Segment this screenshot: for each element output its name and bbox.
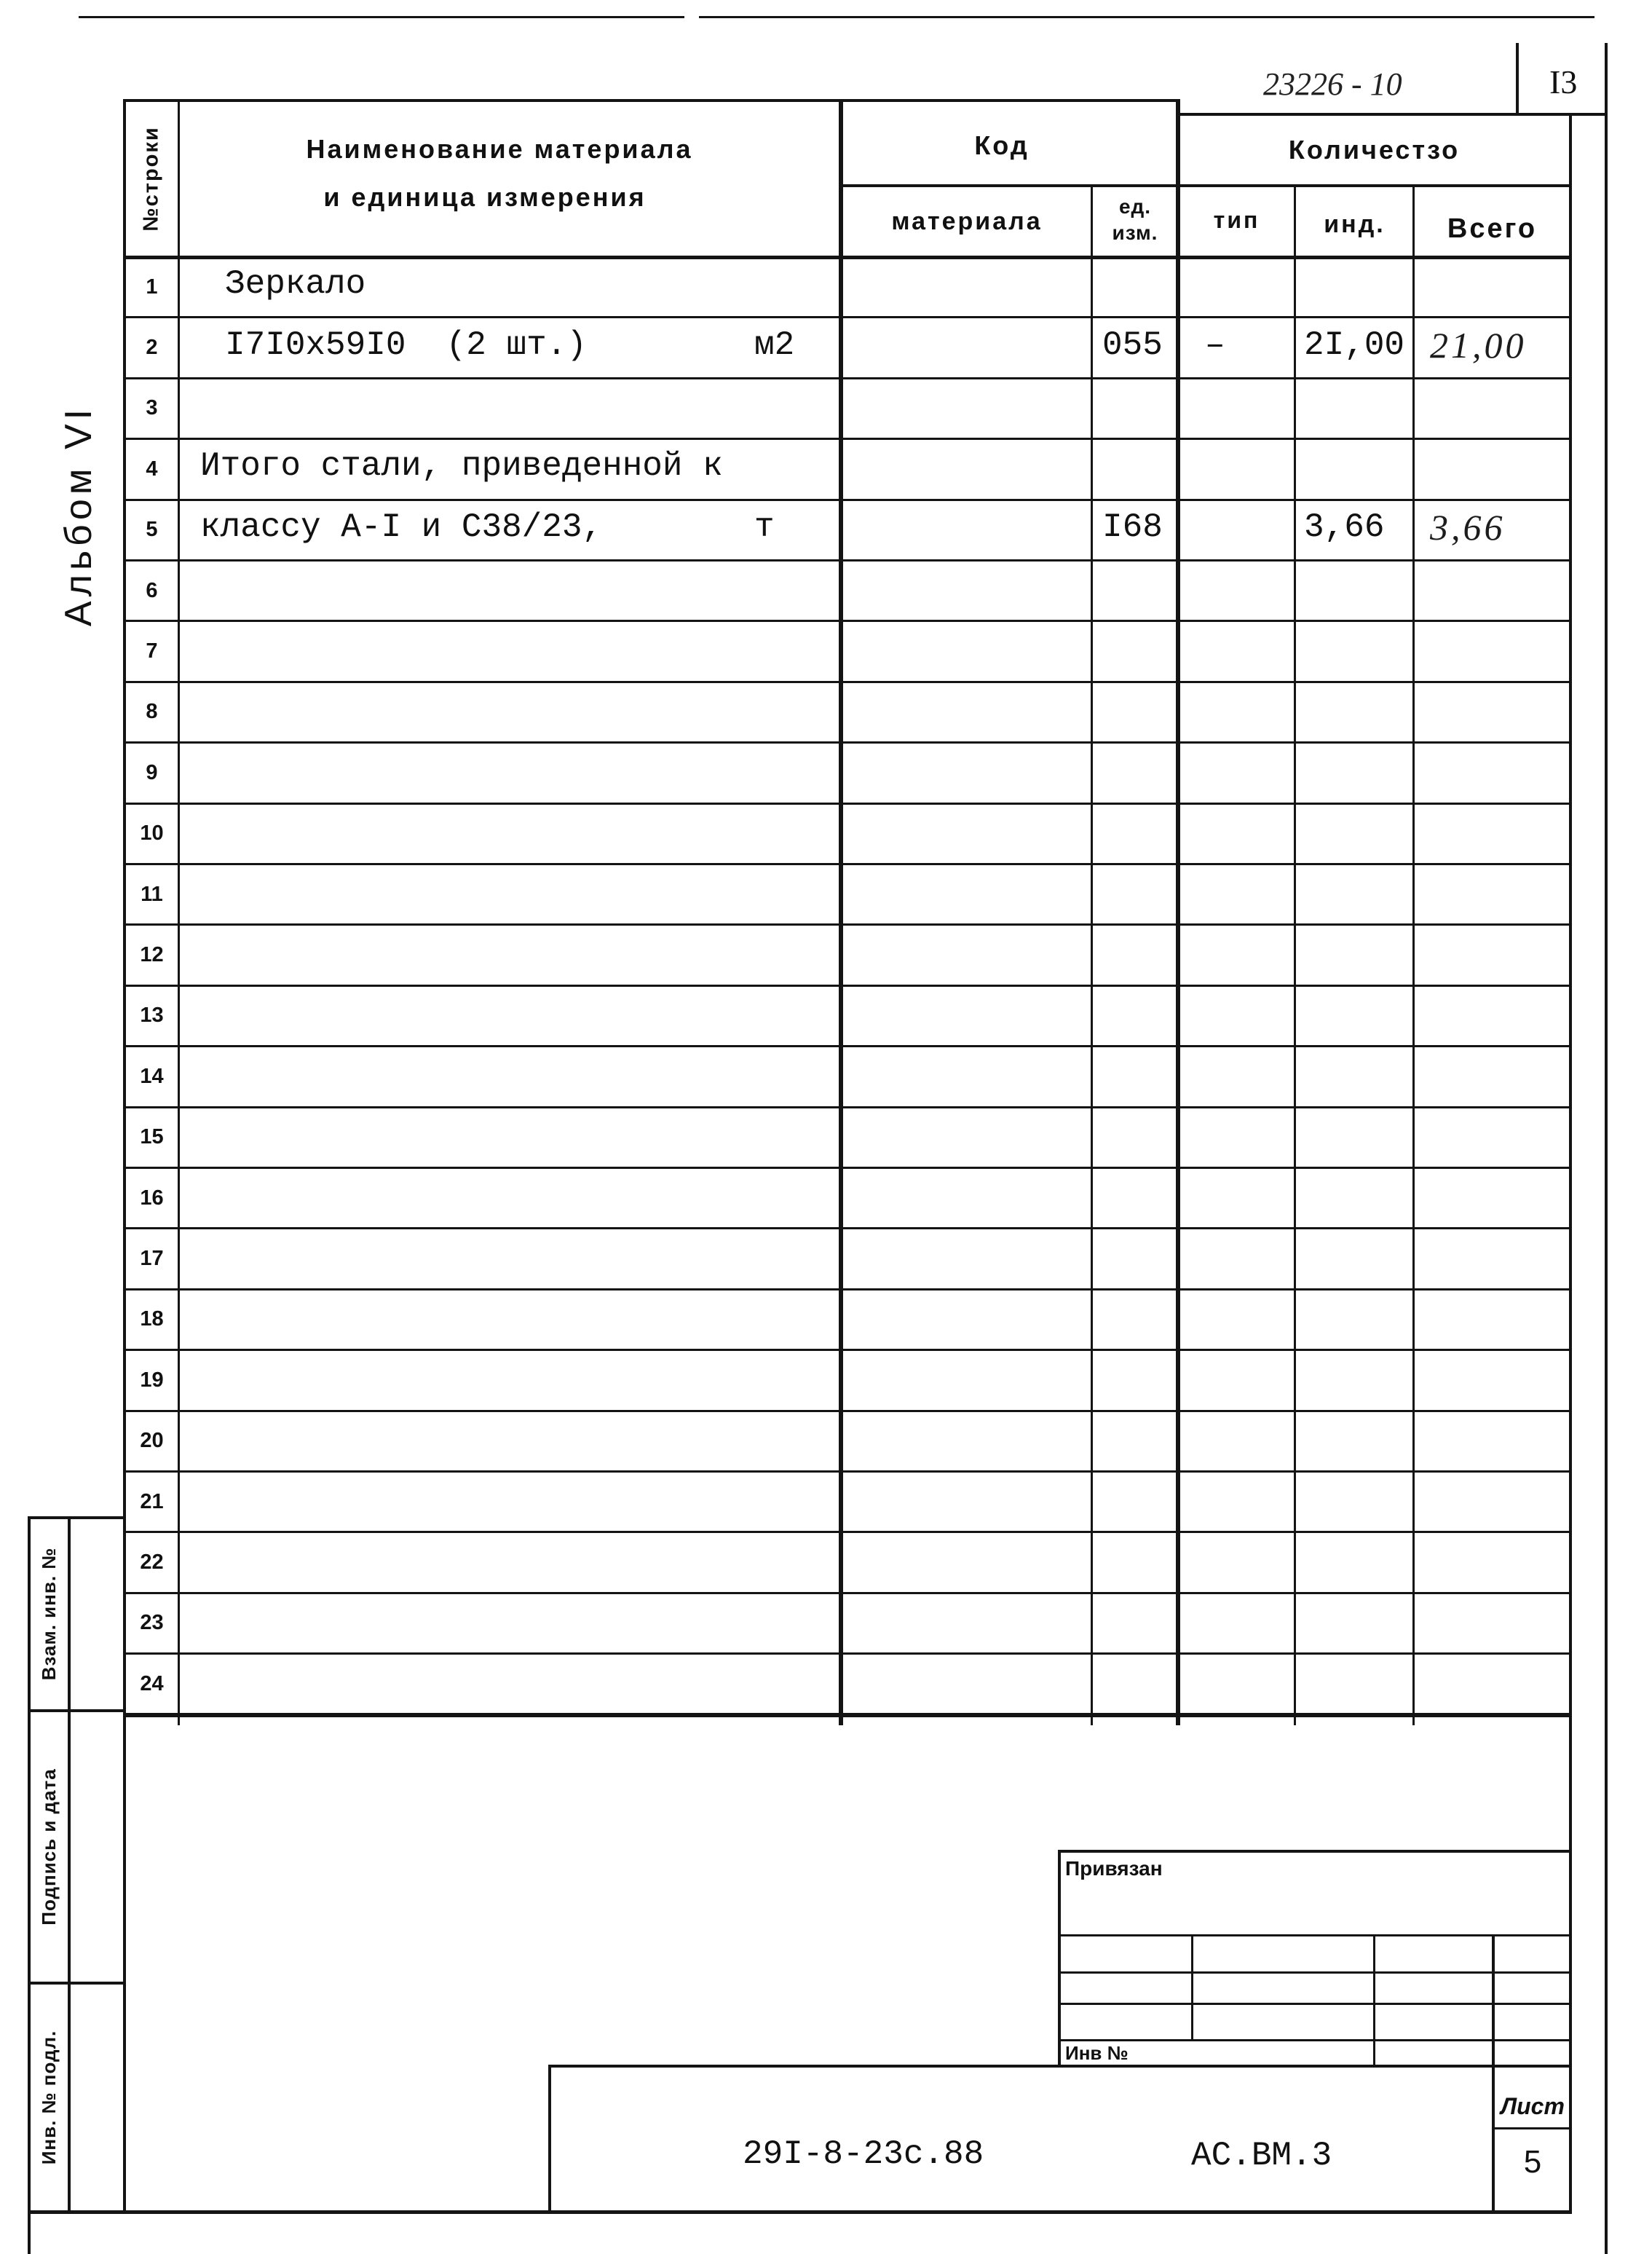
- row-number: 17: [140, 1247, 164, 1271]
- title-block-vline: [1373, 1934, 1375, 2066]
- header-mid-line: [840, 184, 1572, 187]
- table-row: [125, 1594, 1570, 1655]
- code-unit-header-line2: изм.: [1112, 221, 1158, 244]
- title-block-line: [1058, 1971, 1572, 1974]
- table-top-line: [123, 99, 1179, 102]
- quantity-type: –: [1205, 326, 1225, 364]
- table-row: [125, 379, 1570, 440]
- table-row: [125, 926, 1570, 986]
- table-row: [125, 1412, 1570, 1473]
- signature-date-label: Подпись и дата: [38, 1768, 60, 1926]
- table-row: [125, 1229, 1570, 1290]
- row-number: 21: [140, 1489, 164, 1513]
- title-block-line: [1058, 2039, 1572, 2041]
- title-block-line: [1492, 2127, 1572, 2129]
- unit-of-measure: м2: [754, 326, 795, 364]
- qty-type-header: тип: [1213, 207, 1260, 233]
- drawing-mark: АС.ВМ.3: [1191, 2137, 1332, 2175]
- table-row: [125, 1290, 1570, 1351]
- row-number: 23: [140, 1611, 164, 1635]
- table-row: [125, 805, 1570, 865]
- table-row: [125, 865, 1570, 926]
- sheet-code-handwritten: 23226 - 10: [1263, 66, 1402, 102]
- table-row: [125, 744, 1570, 804]
- row-number: 14: [140, 1064, 164, 1088]
- row-number: 18: [140, 1307, 164, 1331]
- table-row: [125, 622, 1570, 682]
- row-number: 20: [140, 1429, 164, 1453]
- table-row: [125, 501, 1570, 561]
- row-number: 3: [146, 396, 158, 420]
- title-block-vline: [1058, 1850, 1061, 2066]
- album-label: Альбом VI: [58, 404, 100, 627]
- title-block-vline: [1191, 1934, 1193, 2041]
- row-number: 10: [140, 821, 164, 846]
- code-header: Код: [974, 130, 1029, 160]
- row-number: 2: [146, 336, 158, 360]
- row-number: 5: [146, 518, 158, 542]
- row-number: 6: [146, 578, 158, 602]
- row-number: 16: [140, 1186, 164, 1210]
- material-name: I7I0x59I0 (2 шт.): [225, 326, 587, 364]
- table-row: [125, 1047, 1570, 1108]
- row-number: 1: [146, 275, 158, 299]
- side-stamp-line: [28, 1709, 125, 1712]
- page-number: I3: [1549, 63, 1578, 101]
- quantity-total: 3,66: [1430, 506, 1506, 548]
- name-header-line1: Наименование материала: [306, 134, 693, 164]
- side-stamp-line: [28, 1982, 125, 1985]
- title-block-line: [1058, 1850, 1572, 1853]
- row-number: 9: [146, 760, 158, 784]
- quantity-individual: 3,66: [1304, 508, 1385, 546]
- table-row: [125, 1473, 1570, 1533]
- row-number: 24: [140, 1671, 164, 1695]
- row-number: 7: [146, 639, 158, 663]
- frame-bottom-line: [28, 2210, 1572, 2214]
- row-number: 4: [146, 457, 158, 481]
- top-edge-line: [699, 16, 1594, 18]
- qty-ind-header: инд.: [1324, 210, 1386, 238]
- top-edge-line: [79, 16, 684, 18]
- document-designation: 29I-8-23с.88: [743, 2135, 984, 2173]
- table-row: [125, 1655, 1570, 1715]
- quantity-total: 21,00: [1430, 324, 1527, 366]
- stamp-top-line: [1177, 113, 1608, 116]
- row-number: 12: [140, 943, 164, 967]
- table-row: [125, 1108, 1570, 1169]
- inv-no-label: Инв №: [1065, 2042, 1129, 2064]
- outer-right-line: [1605, 43, 1608, 2254]
- sheet-number: 5: [1523, 2144, 1542, 2180]
- table-row: [125, 683, 1570, 744]
- title-block-line: [1058, 2003, 1572, 2005]
- unit-code: 055: [1102, 326, 1163, 364]
- title-block-line: [1058, 1934, 1572, 1936]
- table-body: [125, 258, 1570, 1716]
- material-name: Зеркало: [225, 265, 366, 304]
- table-row: [125, 318, 1570, 379]
- sheet-label: Лист: [1501, 2093, 1565, 2119]
- row-number: 15: [140, 1125, 164, 1149]
- unit-of-measure: т: [754, 508, 775, 546]
- table-row: [125, 987, 1570, 1047]
- code-material-header: материала: [891, 208, 1043, 235]
- page-number-box-line: [1516, 43, 1519, 116]
- row-number: 11: [141, 882, 163, 906]
- row-number-header: №строки: [139, 126, 163, 232]
- material-name: классу А-I и С38/23,: [200, 508, 603, 546]
- row-number: 13: [140, 1004, 164, 1028]
- name-header-line2: и единица измерения: [323, 182, 647, 212]
- table-row: [125, 1533, 1570, 1593]
- unit-code: I68: [1102, 508, 1163, 546]
- quantity-individual: 2I,00: [1304, 326, 1405, 364]
- side-stamp-line: [28, 1516, 125, 1519]
- table-row: [125, 258, 1570, 318]
- material-name: Итого стали, приведенной к: [200, 447, 723, 486]
- row-number: 19: [140, 1368, 164, 1392]
- code-unit-header-line1: ед.: [1118, 195, 1152, 218]
- table-row: [125, 561, 1570, 622]
- table-row: [125, 1351, 1570, 1411]
- table-row: [125, 1169, 1570, 1229]
- bound-label: Привязан: [1065, 1857, 1163, 1880]
- title-block-vline: [548, 2065, 551, 2213]
- row-number: 8: [146, 700, 158, 724]
- orig-inv-label: Инв. № подл.: [38, 2030, 60, 2165]
- qty-total-header: Всего: [1447, 213, 1538, 244]
- replace-inv-label: Взам. инв. №: [38, 1547, 60, 1681]
- side-stamp-divider: [68, 1516, 71, 2213]
- row-number: 22: [140, 1550, 164, 1575]
- quantity-header: Количестзо: [1288, 135, 1461, 165]
- table-row: [125, 440, 1570, 500]
